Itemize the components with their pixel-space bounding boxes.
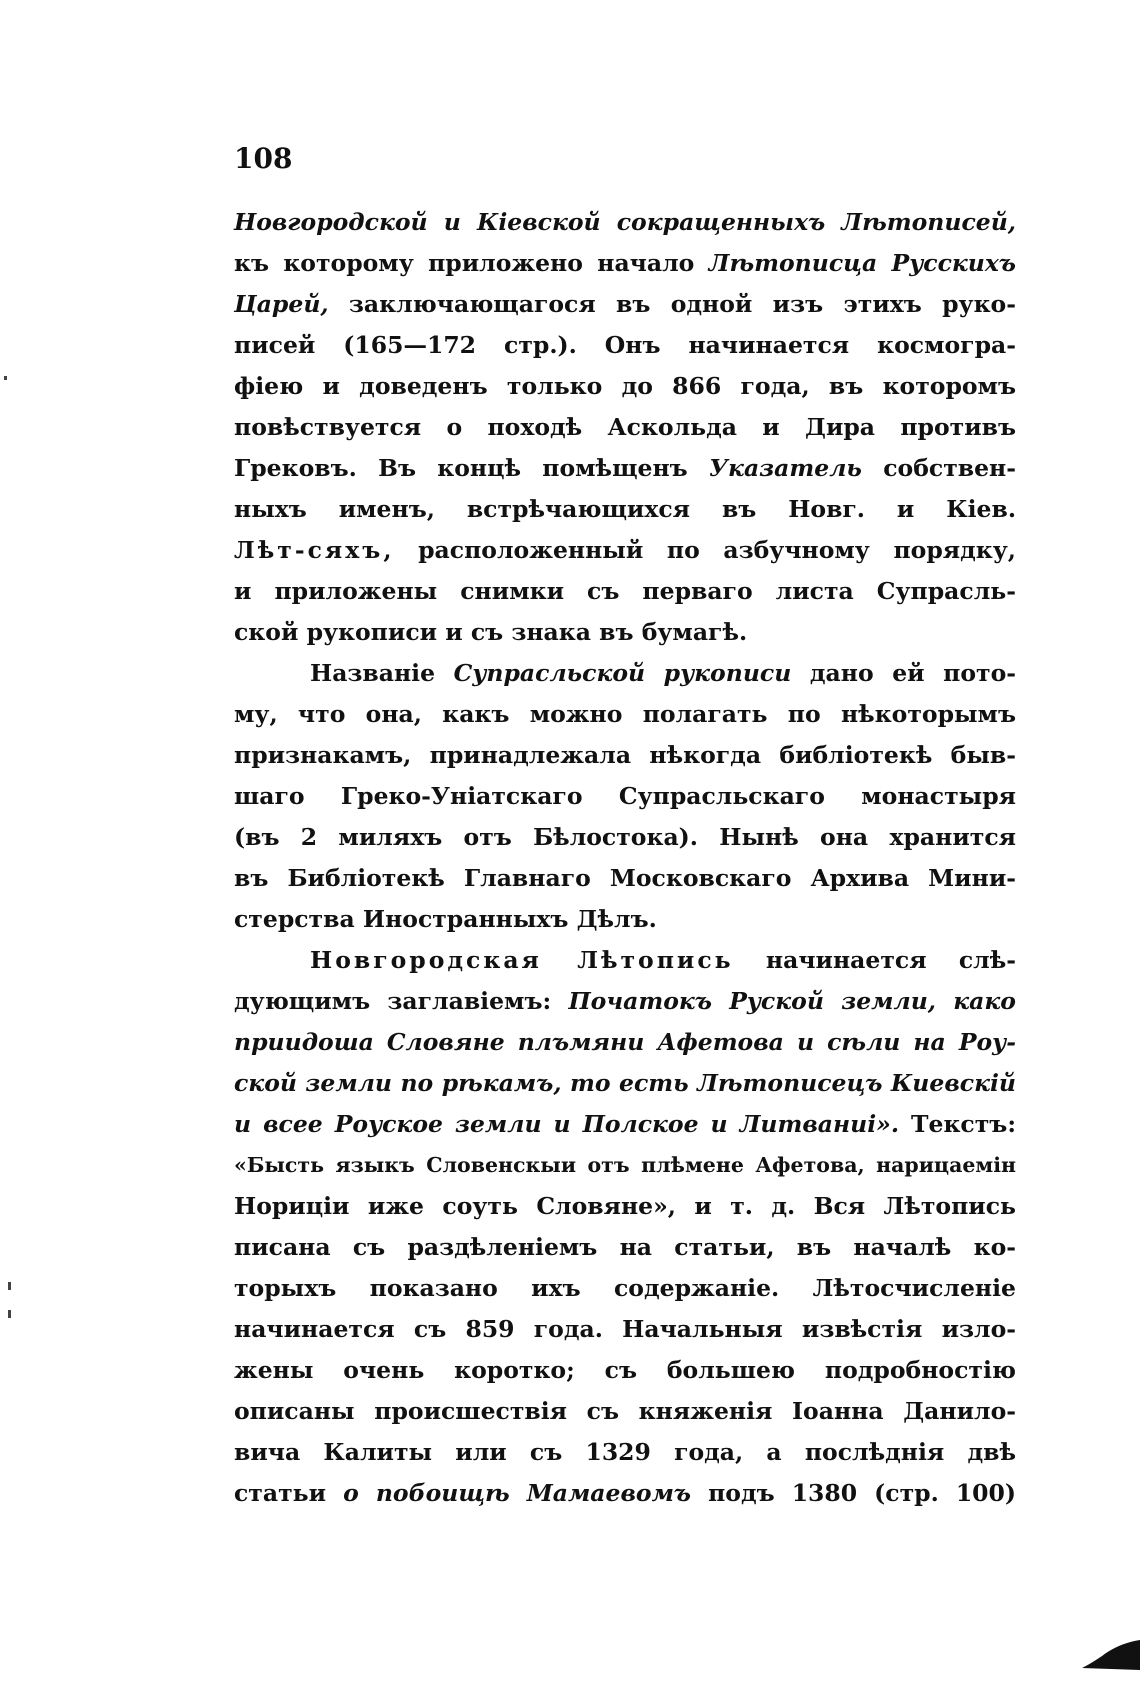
text-segment: дующимъ заглавіемъ: xyxy=(234,987,569,1015)
italic-text: о побоищѣ Мамаевомъ xyxy=(343,1479,692,1507)
text-segment: заключающагося въ одной изъ этихъ руко- xyxy=(328,290,1016,318)
text-segment: писей (165—172 стр.). Онъ начинается космогра- xyxy=(234,331,1016,359)
text-segment: и приложены снимки съ перваго листа Супрасль- xyxy=(234,577,1016,605)
text-segment: описаны происшествія съ княженія Іоанна Данило- xyxy=(234,1397,1016,1425)
text-segment: начинается слѣ- xyxy=(733,946,1016,974)
text-segment: ской рукописи и съ знака въ бумагѣ. xyxy=(234,618,748,646)
italic-text: Лѣтописца Русскихъ xyxy=(708,249,1016,277)
text-segment: му, что она, какъ можно полагать по нѣкоторымъ xyxy=(234,700,1016,728)
text-segment: повѣствуется о походѣ Аскольда и Дира противъ xyxy=(234,413,1016,441)
text-line xyxy=(234,366,1016,407)
italic-text: приидоша Словяне плъмяни Афетова и сѣли на Роу- xyxy=(234,1028,1016,1056)
text-segment: статьи xyxy=(234,1479,344,1507)
text-line xyxy=(234,1227,1016,1268)
text-segment: стерства Иностранныхъ Дѣлъ. xyxy=(234,905,657,933)
text-line xyxy=(234,1104,1016,1145)
text-line xyxy=(234,1145,1016,1186)
corner-ink-smudge xyxy=(1082,1634,1140,1670)
text-line xyxy=(234,899,1016,940)
text-segment: «Бысть языкъ Словенскыи отъ плѣмене Афетова, нарицаемін xyxy=(234,1153,1016,1177)
text-line xyxy=(234,1309,1016,1350)
text-line xyxy=(234,325,1016,366)
text-line xyxy=(234,202,1016,243)
text-line xyxy=(234,1186,1016,1227)
italic-text: Супрасльской рукописи xyxy=(453,659,792,687)
text-line xyxy=(234,1473,1016,1514)
text-line xyxy=(234,981,1016,1022)
text-segment: Лѣт-сяхъ, xyxy=(234,536,395,564)
italic-text: ской земли по рѣкамъ, то есть Лѣтописецъ Киевскій xyxy=(234,1069,1016,1097)
text-line xyxy=(234,284,1016,325)
margin-mark xyxy=(4,376,7,380)
text-segment: собствен- xyxy=(861,454,1016,482)
margin-mark xyxy=(8,1310,11,1318)
text-segment: (въ 2 миляхъ отъ Бѣлостока). Нынѣ она хранится xyxy=(234,823,1016,851)
italic-text: и всее Роуское земли и Полское и Литваниі». xyxy=(234,1110,900,1138)
text-line xyxy=(234,1432,1016,1473)
text-line xyxy=(234,1063,1016,1104)
text-line xyxy=(234,940,1016,981)
text-segment: начинается съ 859 года. Начальныя извѣстія изло- xyxy=(234,1315,1016,1343)
body-text xyxy=(234,202,1016,1514)
text-segment: дано ей пото- xyxy=(791,659,1016,687)
text-line xyxy=(234,817,1016,858)
text-line xyxy=(234,243,1016,284)
text-line xyxy=(234,1022,1016,1063)
text-line xyxy=(234,407,1016,448)
text-line xyxy=(234,530,1016,571)
text-segment: Нориціи иже соуть Словяне», и т. д. Вся Лѣтопись xyxy=(234,1192,1016,1220)
text-line xyxy=(234,776,1016,817)
text-line xyxy=(234,735,1016,776)
text-line xyxy=(234,571,1016,612)
text-segment: въ Библіотекѣ Главнаго Московскаго Архива Мини- xyxy=(234,864,1016,892)
italic-text: Початокъ Руской земли, како xyxy=(568,987,1016,1015)
text-segment: Названіе xyxy=(310,659,454,687)
text-segment: Текстъ: xyxy=(899,1110,1016,1138)
text-segment: подъ 1380 (стр. 100) xyxy=(691,1479,1016,1507)
text-line xyxy=(234,1268,1016,1309)
text-segment: признакамъ, принадлежала нѣкогда библіотекѣ быв- xyxy=(234,741,1016,769)
page-number: 108 xyxy=(234,142,293,175)
text-line xyxy=(234,653,1016,694)
text-line xyxy=(234,1350,1016,1391)
text-segment: фіею и доведенъ только до 866 года, въ которомъ xyxy=(234,372,1016,400)
italic-text: Царей, xyxy=(234,290,329,318)
text-segment: шаго Греко-Уніатскаго Супрасльскаго монастыря xyxy=(234,782,1016,810)
text-segment: Новгородская Лѣтопись xyxy=(310,946,734,974)
italic-text: Указатель xyxy=(708,454,862,482)
italic-text: Новгородской и Кіевской сокращенныхъ Лѣтописей, xyxy=(234,208,1016,236)
text-line xyxy=(234,448,1016,489)
text-segment: расположенный по азбучному порядку, xyxy=(394,536,1016,564)
text-segment: писана съ раздѣленіемъ на статьи, въ началѣ ко- xyxy=(234,1233,1016,1261)
text-segment: ныхъ именъ, встрѣчающихся въ Новг. и Кіев. xyxy=(234,495,1016,523)
text-segment: Грековъ. Въ концѣ помѣщенъ xyxy=(234,454,709,482)
text-line xyxy=(234,489,1016,530)
text-line xyxy=(234,612,1016,653)
text-segment: къ которому приложено начало xyxy=(234,249,709,277)
text-segment: жены очень коротко; съ большею подробностію xyxy=(234,1356,1016,1384)
text-line xyxy=(234,694,1016,735)
text-line xyxy=(234,1391,1016,1432)
margin-mark xyxy=(8,1282,11,1290)
text-segment: торыхъ показано ихъ содержаніе. Лѣтосчисленіе xyxy=(234,1274,1016,1302)
text-line xyxy=(234,858,1016,899)
text-segment: вича Калиты или съ 1329 года, а послѣднія двѣ xyxy=(234,1438,1016,1466)
